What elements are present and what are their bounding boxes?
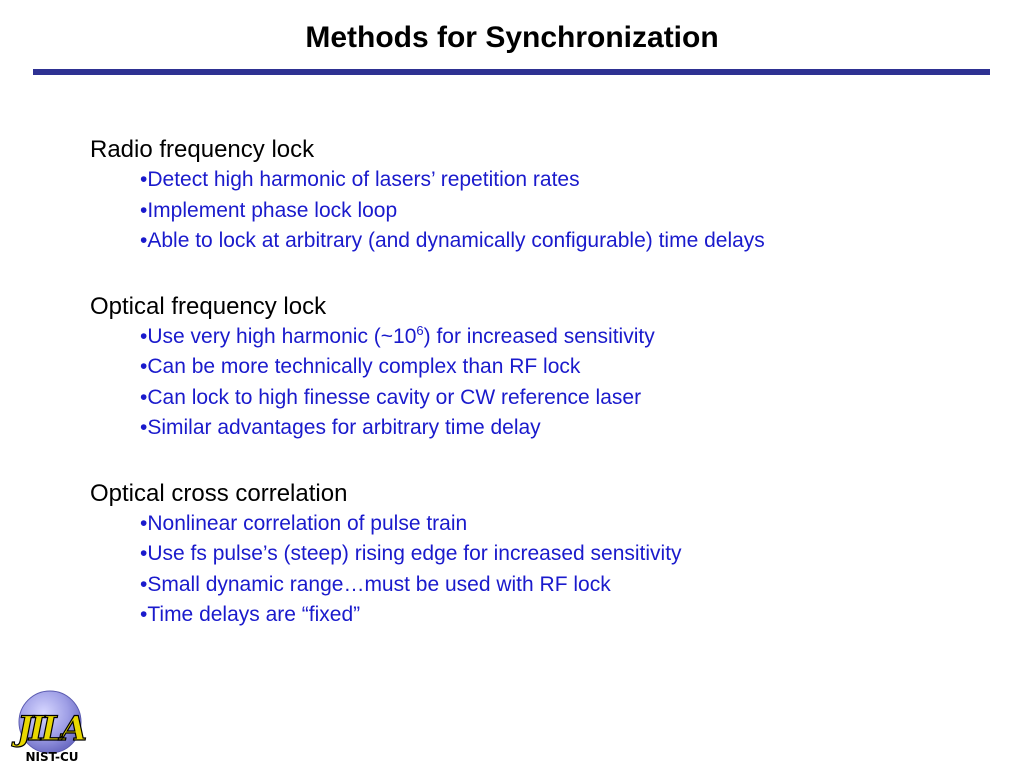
bullet-list — [90, 165, 990, 257]
slide-title: Methods for Synchronization — [305, 21, 719, 54]
bullet-item: •Can be more technically complex than RF lock — [140, 355, 581, 378]
section-rf-lock — [90, 134, 990, 257]
bullet-item: •Can lock to high finesse cavity or CW reference laser — [140, 385, 642, 409]
bullet-item: •Small dynamic range…must be used with RF lock — [140, 572, 611, 596]
slide-body — [90, 134, 990, 665]
section-heading: Radio frequency lock — [90, 136, 315, 163]
section-heading: Optical frequency lock — [90, 292, 327, 320]
bullet-item: •Implement phase lock loop — [140, 198, 398, 222]
title-underline — [33, 69, 990, 75]
bullet-item: •Able to lock at arbitrary (and dynamically configurable) time delays — [140, 229, 765, 252]
bullet-text: •Use very high harmonic (~10 — [140, 324, 417, 348]
jila-logo — [4, 684, 100, 764]
logo-caption: NIST-CU — [25, 750, 79, 764]
bullet-item: •Use fs pulse’s (steep) rising edge for increased sensitivity — [140, 542, 682, 565]
bullet-list — [90, 322, 990, 444]
bullet-item: •Similar advantages for arbitrary time delay — [140, 416, 541, 439]
bullet-text: ) for increased sensitivity — [423, 324, 655, 348]
section-cross-correlation — [90, 478, 990, 631]
bullet-list — [90, 509, 990, 631]
bullet-item: •Detect high harmonic of lasers’ repetition rates — [140, 168, 580, 191]
logo-monogram: JILA — [16, 709, 84, 749]
bullet-item: •Nonlinear correlation of pulse train — [140, 511, 468, 535]
superscript-exponent: 6 — [416, 322, 424, 338]
section-optical-lock — [90, 291, 990, 444]
bullet-item: •Time delays are “fixed” — [140, 603, 361, 626]
bullet-item — [140, 322, 990, 353]
section-heading: Optical cross correlation — [90, 479, 348, 507]
